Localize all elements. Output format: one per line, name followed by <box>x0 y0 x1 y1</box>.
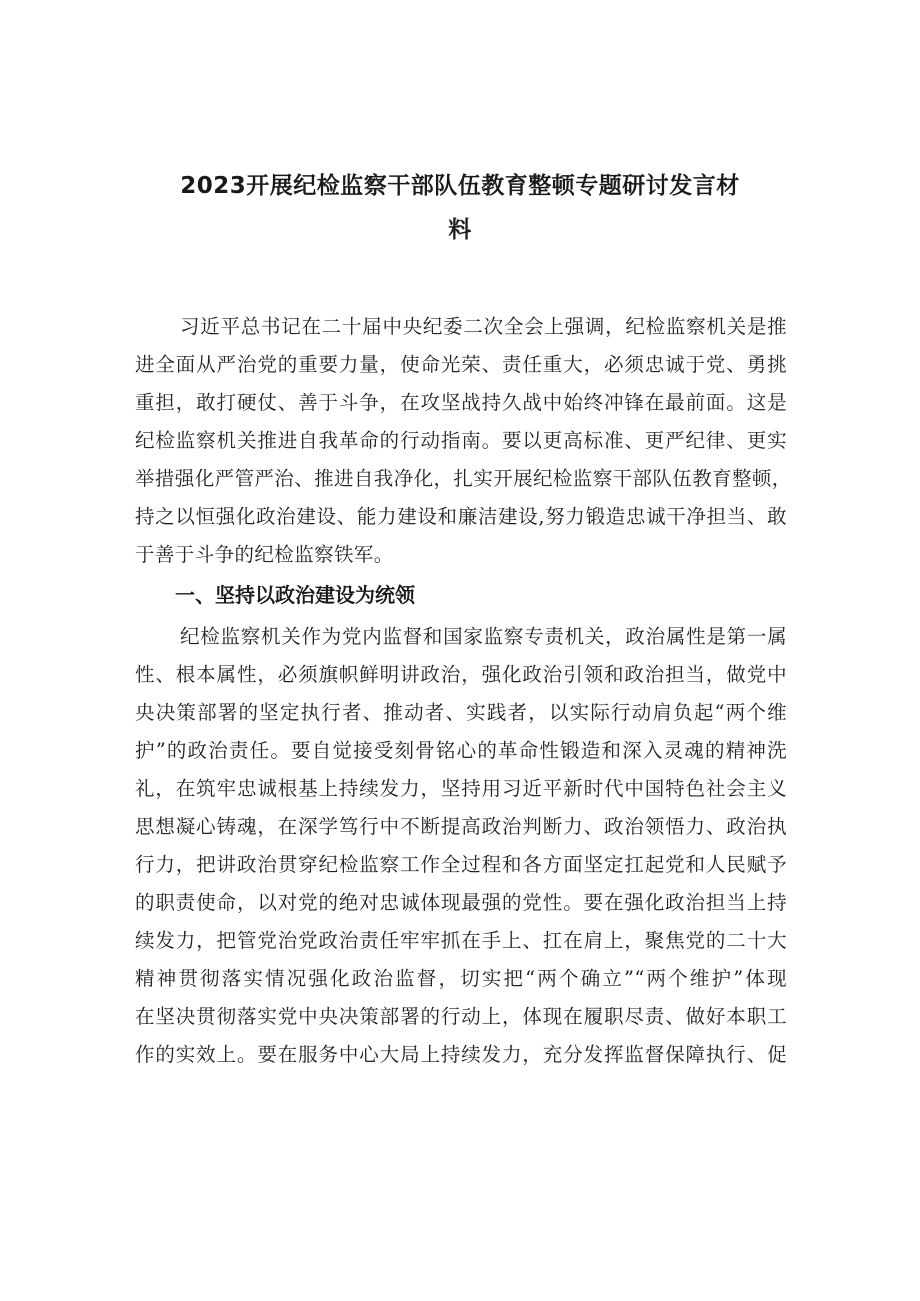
section-paragraph-line: 礼，在筑牢忠诚根基上持续发力，坚持用习近平新时代中国特色社会主义 <box>135 777 787 800</box>
intro-paragraph-line: 重担，敢打硬仗、善于斗争，在攻坚战持久战中始终冲锋在最前面。这是 <box>135 391 787 414</box>
document-title-line-2: 料 <box>448 217 472 243</box>
intro-paragraph-line: 持之以恒强化政治建设、能力建设和廉洁建设,努力锻造忠诚干净担当、敢 <box>135 505 787 528</box>
intro-paragraph-line: 纪检监察机关推进自我革命的行动指南。要以更高标准、更严纪律、更实 <box>135 429 787 452</box>
section-paragraph-line: 的职责使命，以对党的绝对忠诚体现最强的党性。要在强化政治担当上持 <box>135 891 787 914</box>
section-paragraph-line: 作的实效上。要在服务中心大局上持续发力，充分发挥监督保障执行、促 <box>135 1043 787 1066</box>
intro-paragraph-line: 举措强化严管严治、推进自我净化，扎实开展纪检监察干部队伍教育整顿， <box>135 467 792 490</box>
intro-paragraph-line: 进全面从严治党的重要力量，使命光荣、责任重大，必须忠诚于党、勇挑 <box>135 353 787 376</box>
section-paragraph-line: 性、根本属性，必须旗帜鲜明讲政治，强化政治引领和政治担当，做党中 <box>135 663 787 686</box>
section-paragraph-line: 纪检监察机关作为党内监督和国家监察专责机关，政治属性是第一属 <box>180 625 787 648</box>
document-title-line-1: 2023开展纪检监察干部队伍教育整顿专题研讨发言材 <box>180 173 740 199</box>
section-paragraph-line: 在坚决贯彻落实党中央决策部署的行动上，体现在履职尽责、做好本职工 <box>135 1005 787 1028</box>
section-paragraph-line: 思想凝心铸魂，在深学笃行中不断提高政治判断力、政治领悟力、政治执 <box>135 815 787 838</box>
section-paragraph-line: 行力，把讲政治贯穿纪检监察工作全过程和各方面坚定扛起党和人民赋予 <box>135 853 787 876</box>
section-paragraph-line: 续发力，把管党治党政治责任牢牢抓在手上、扛在肩上，聚焦党的二十大 <box>135 929 787 952</box>
section-paragraph-line: 精神贯彻落实情况强化政治监督，切实把“两个确立”“两个维护”体现 <box>135 967 787 990</box>
section-paragraph-line: 央决策部署的坚定执行者、推动者、实践者，以实际行动肩负起“两个维 <box>135 701 787 724</box>
section-paragraph-line: 护”的政治责任。要自觉接受刻骨铭心的革命性锻造和深入灵魂的精神洗 <box>135 739 787 762</box>
intro-paragraph-line: 习近平总书记在二十届中央纪委二次全会上强调，纪检监察机关是推 <box>180 315 787 338</box>
intro-paragraph-line: 于善于斗争的纪检监察铁军。 <box>135 543 394 566</box>
section-heading: 一、坚持以政治建设为统领 <box>175 583 415 607</box>
